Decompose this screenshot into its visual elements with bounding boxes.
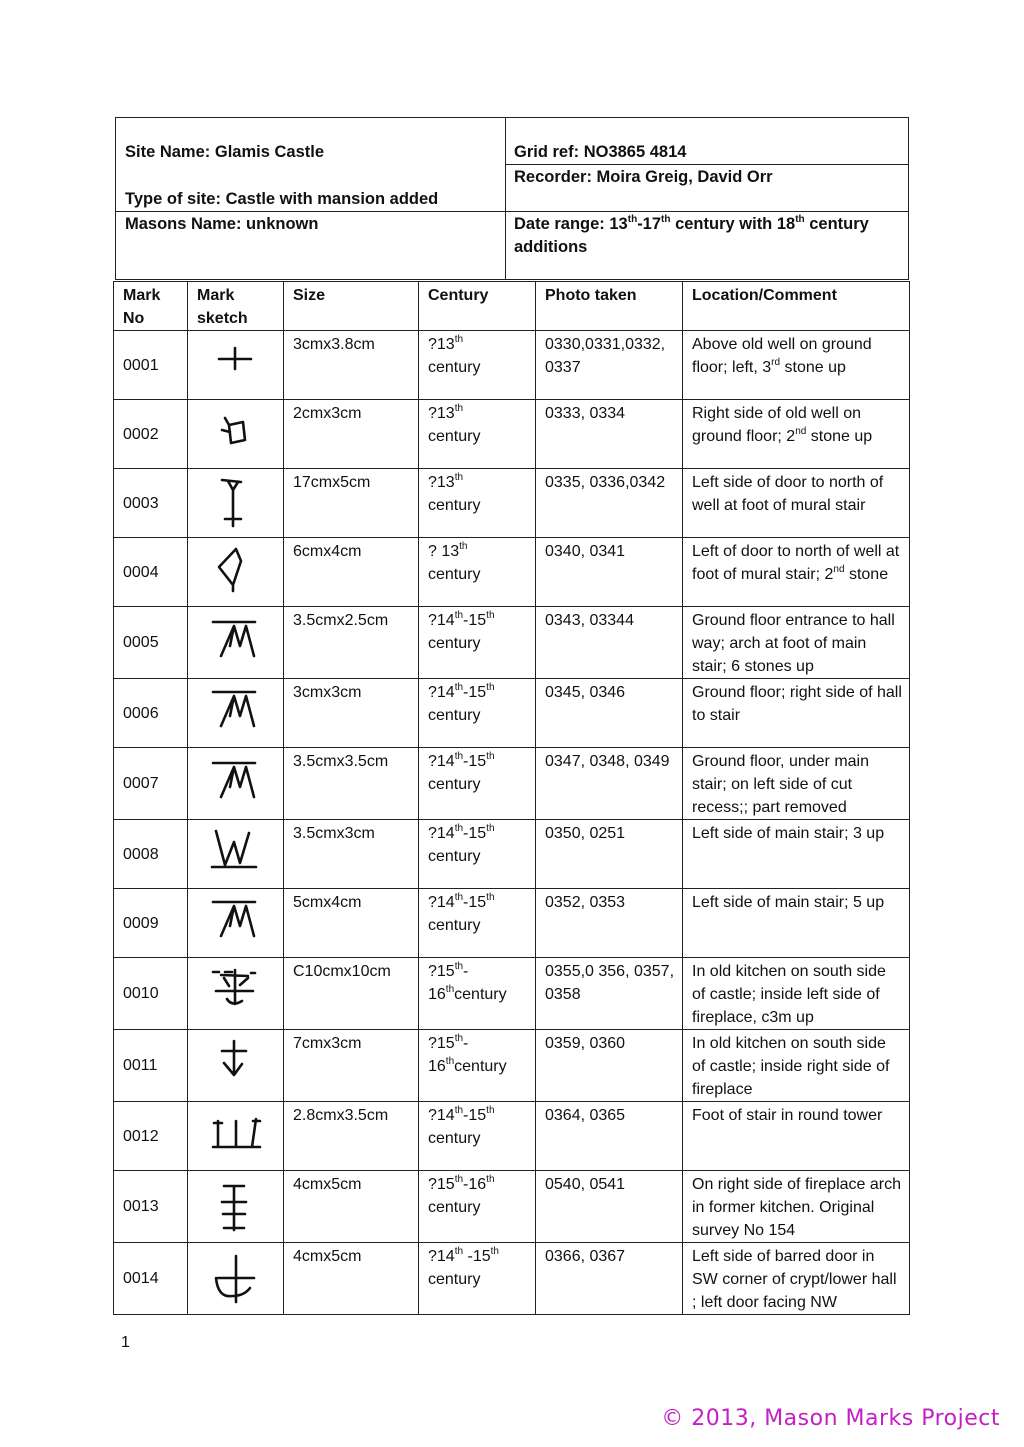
mark-number: 0007 [114, 748, 188, 820]
mark-century: ?13th century [419, 400, 536, 469]
mark-number: 0004 [114, 538, 188, 607]
mark-century: ?13th century [419, 331, 536, 400]
photo-taken: 0366, 0367 [536, 1243, 683, 1315]
mark-sketch [188, 1030, 284, 1102]
location-comment: In old kitchen on south side of castle; inside right side of fireplace [683, 1030, 910, 1102]
location-comment: Ground floor; right side of hall to stair [683, 679, 910, 748]
mark-size: 6cmx4cm [284, 538, 419, 607]
location-comment: Left side of barred door in SW corner of crypt/lower hall ; left door facing NW [683, 1243, 910, 1315]
barred-m-mark-icon [188, 896, 283, 950]
header-rule [116, 211, 908, 212]
mark-century: ?14th -15th century [419, 1243, 536, 1315]
table-row [114, 748, 910, 820]
mark-sketch [188, 400, 284, 469]
photo-taken: 0355,0 356, 0357, 0358 [536, 958, 683, 1030]
location-comment: Right side of old well on ground floor; 2nd stone up [683, 400, 910, 469]
table-header-row [114, 282, 910, 331]
table-row [114, 538, 910, 607]
mark-size: 7cmx3cm [284, 1030, 419, 1102]
column-header: Century [419, 282, 536, 331]
barred-i-mark-icon [188, 1180, 283, 1234]
mark-sketch [188, 820, 284, 889]
mark-sketch [188, 469, 284, 538]
photo-taken: 0345, 0346 [536, 679, 683, 748]
mark-size: 4cmx5cm [284, 1243, 419, 1315]
mark-century: ?14th-15th century [419, 889, 536, 958]
mark-sketch [188, 679, 284, 748]
mark-century: ?14th-15th century [419, 820, 536, 889]
photo-taken: 0540, 0541 [536, 1171, 683, 1243]
barred-m-mark-icon [188, 686, 283, 740]
photo-taken: 0330,0331,0332, 0337 [536, 331, 683, 400]
location-comment: Left of door to north of well at foot of mural stair; 2nd stone [683, 538, 910, 607]
location-comment: On right side of fireplace arch in former kitchen. Original survey No 154 [683, 1171, 910, 1243]
table-row [114, 679, 910, 748]
mark-sketch [188, 748, 284, 820]
masons-name: Masons Name: unknown [125, 215, 319, 233]
mark-number: 0010 [114, 958, 188, 1030]
table-row [114, 1171, 910, 1243]
location-comment: Ground floor, under main stair; on left side of cut recess;; part removed [683, 748, 910, 820]
mark-number: 0012 [114, 1102, 188, 1171]
mark-number: 0005 [114, 607, 188, 679]
location-comment: Ground floor entrance to hall way; arch at foot of main stair; 6 stones up [683, 607, 910, 679]
mark-sketch [188, 607, 284, 679]
mark-sketch [188, 889, 284, 958]
mark-sketch [188, 958, 284, 1030]
mark-size: 3.5cmx2.5cm [284, 607, 419, 679]
mason-marks-table [113, 281, 910, 1315]
location-comment: Foot of stair in round tower [683, 1102, 910, 1171]
mark-size: 3cmx3cm [284, 679, 419, 748]
date-range: Date range: 13th-17th century with 18th century [514, 214, 869, 233]
table-row [114, 607, 910, 679]
complex-glyph-mark-icon [188, 967, 283, 1021]
mark-sketch [188, 1243, 284, 1315]
photo-taken: 0352, 0353 [536, 889, 683, 958]
table-row [114, 1102, 910, 1171]
mark-century: ?15th- 16thcentury [419, 958, 536, 1030]
mark-number: 0011 [114, 1030, 188, 1102]
grid-ref: Grid ref: NO3865 4814 [514, 143, 687, 161]
mark-number: 0001 [114, 331, 188, 400]
mark-size: C10cmx10cm [284, 958, 419, 1030]
photo-taken: 0343, 03344 [536, 607, 683, 679]
mark-size: 2.8cmx3.5cm [284, 1102, 419, 1171]
mark-size: 5cmx4cm [284, 889, 419, 958]
location-comment: In old kitchen on south side of castle; inside left side of fireplace, c3m up [683, 958, 910, 1030]
mark-century: ?15th- 16thcentury [419, 1030, 536, 1102]
trident-base-mark-icon [188, 1109, 283, 1163]
type-of-site: Type of site: Castle with mansion added [125, 190, 439, 208]
column-header: Size [284, 282, 419, 331]
cross-mark-icon [188, 338, 283, 392]
header-rule [505, 164, 908, 165]
mark-number: 0006 [114, 679, 188, 748]
table-row [114, 400, 910, 469]
recorder: Recorder: Moira Greig, David Orr [514, 168, 773, 186]
mark-size: 3.5cmx3.5cm [284, 748, 419, 820]
photo-taken: 0333, 0334 [536, 400, 683, 469]
photo-taken: 0335, 0336,0342 [536, 469, 683, 538]
mark-century: ?15th-16th century [419, 1171, 536, 1243]
site-name: Site Name: Glamis Castle [125, 143, 325, 161]
mark-century: ?14th-15th century [419, 748, 536, 820]
mark-size: 3cmx3.8cm [284, 331, 419, 400]
site-header-block [115, 117, 909, 280]
arrow-cross-mark-icon [188, 1039, 283, 1093]
mark-century: ?14th-15th century [419, 1102, 536, 1171]
table-row [114, 958, 910, 1030]
photo-taken: 0350, 0251 [536, 820, 683, 889]
column-header: Location/Comment [683, 282, 910, 331]
mark-size: 17cmx5cm [284, 469, 419, 538]
mark-number: 0003 [114, 469, 188, 538]
mark-number: 0014 [114, 1243, 188, 1315]
barred-m-mark-icon [188, 616, 283, 670]
lozenge-mark-icon [188, 545, 283, 599]
mark-size: 3.5cmx3cm [284, 820, 419, 889]
table-row [114, 820, 910, 889]
mark-number: 0009 [114, 889, 188, 958]
forked-staff-mark-icon [188, 476, 283, 530]
header-divider [505, 118, 506, 279]
table-row [114, 1243, 910, 1315]
location-comment: Above old well on ground floor; left, 3rd stone up [683, 331, 910, 400]
table-row [114, 889, 910, 958]
table-row [114, 331, 910, 400]
location-comment: Left side of main stair; 5 up [683, 889, 910, 958]
mark-century: ?14th-15th century [419, 679, 536, 748]
mark-number: 0002 [114, 400, 188, 469]
mark-number: 0008 [114, 820, 188, 889]
mark-number: 0013 [114, 1171, 188, 1243]
table-row [114, 1030, 910, 1102]
page-number: 1 [121, 1334, 130, 1351]
column-header: Photo taken [536, 282, 683, 331]
location-comment: Left side of main stair; 3 up [683, 820, 910, 889]
barred-m-mark-icon [188, 757, 283, 811]
mark-size: 2cmx3cm [284, 400, 419, 469]
mark-size: 4cmx5cm [284, 1171, 419, 1243]
mark-sketch [188, 1171, 284, 1243]
mark-sketch [188, 1102, 284, 1171]
photo-taken: 0364, 0365 [536, 1102, 683, 1171]
mark-century: ?13th century [419, 469, 536, 538]
w-mark-icon [188, 827, 283, 881]
date-range-continued: additions [514, 238, 588, 256]
location-comment: Left side of door to north of well at foot of mural stair [683, 469, 910, 538]
photo-taken: 0340, 0341 [536, 538, 683, 607]
mark-sketch [188, 538, 284, 607]
column-header: Mark sketch [188, 282, 284, 331]
mark-century: ?14th-15th century [419, 607, 536, 679]
photo-taken: 0359, 0360 [536, 1030, 683, 1102]
mark-sketch [188, 331, 284, 400]
copyright-notice: © 2013, Mason Marks Project [661, 1406, 1000, 1431]
table-row [114, 469, 910, 538]
hooked-cross-mark-icon [188, 1252, 283, 1306]
photo-taken: 0347, 0348, 0349 [536, 748, 683, 820]
column-header: Mark No [114, 282, 188, 331]
mark-century: ? 13th century [419, 538, 536, 607]
skewed-box-mark-icon [188, 407, 283, 461]
